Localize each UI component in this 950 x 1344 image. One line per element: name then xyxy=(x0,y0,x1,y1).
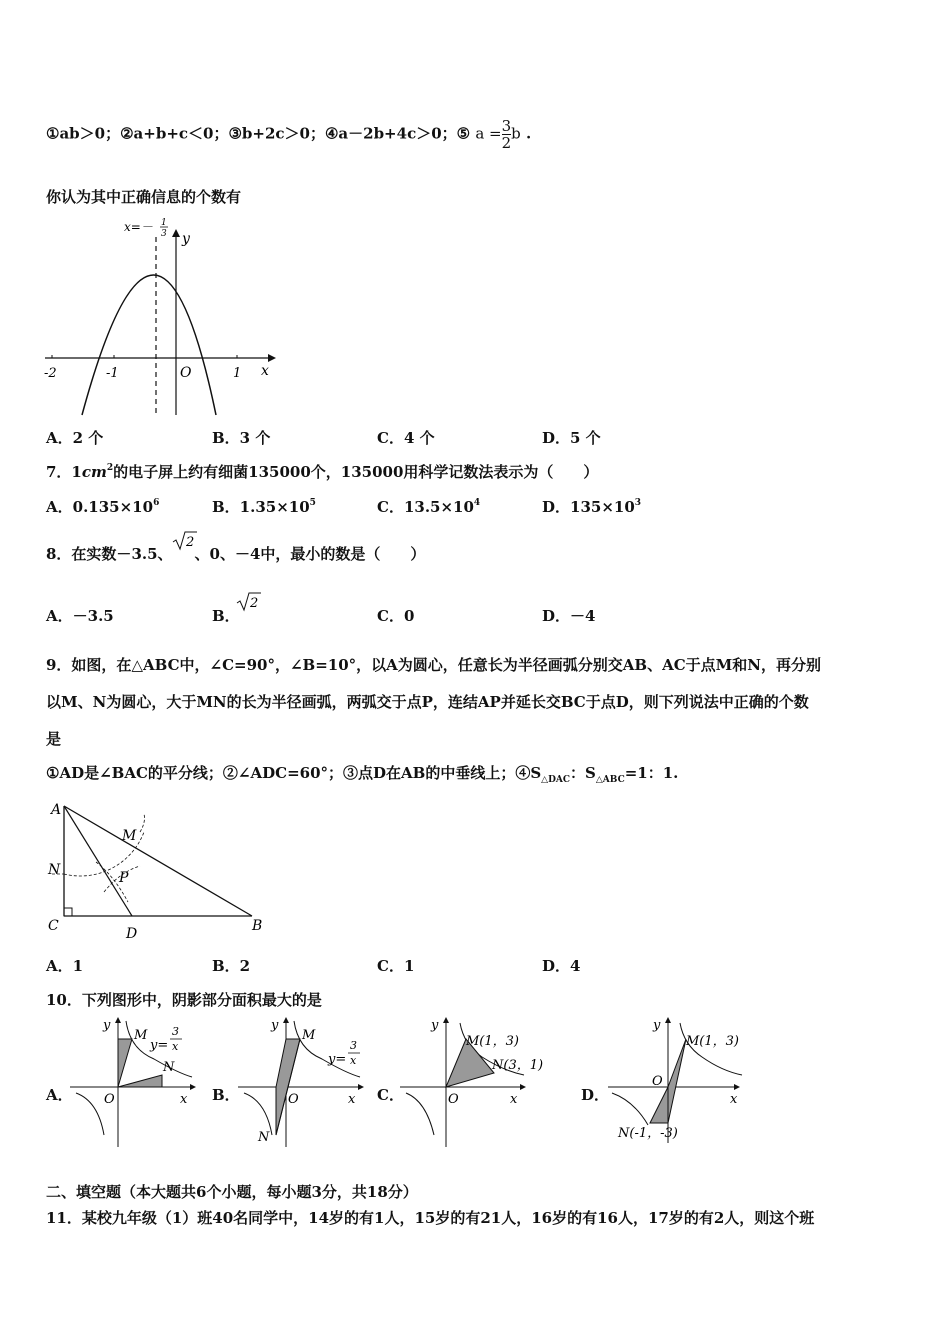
q7-option-c[interactable]: C．$13.5\times 10^4$ xyxy=(377,498,481,516)
point-p-label: P xyxy=(119,870,129,886)
q8-option-a[interactable]: A．－3.5 xyxy=(46,607,114,625)
point-n-label: N xyxy=(48,862,61,878)
q6-option-a[interactable]: A．2 个 xyxy=(46,429,104,447)
section-2-heading: 二、填空题（本大题共6个小题，每小题3分，共18分） xyxy=(46,1183,418,1201)
tick-label: -2 xyxy=(44,366,57,381)
q9-triangle-figure xyxy=(44,792,274,942)
s5-lhs: a = xyxy=(475,124,502,143)
q8-stem: 8．在实数－3.5、 、0、－4中，最小的数是（ ） xyxy=(46,545,426,563)
svg-text:M: M xyxy=(134,1028,148,1043)
sqrt-symbol xyxy=(172,530,198,552)
svg-text:O: O xyxy=(288,1092,299,1107)
q7-stem: 7．$1cm^2$的电子屏上约有细菌135000个，135000用科学记数法表示为（ ） xyxy=(46,463,599,481)
q8-option-b[interactable]: B． xyxy=(212,607,240,625)
point-d-label: D xyxy=(126,926,138,942)
q6-option-d[interactable]: D．5 个 xyxy=(542,429,601,447)
svg-text:x: x xyxy=(180,1092,188,1107)
svg-text:N: N xyxy=(258,1130,270,1145)
q7-option-a[interactable]: A．$0.135\times 10^6$ xyxy=(46,498,160,516)
s5-rhs: b xyxy=(511,124,521,143)
svg-text:y: y xyxy=(103,1018,111,1033)
q9-line1: 9．如图，在△ABC中，∠C=90°，∠B=10°，以A为圆心，任意长为半径画弧分别交AB、AC于点M和N，再分别 xyxy=(46,656,821,674)
vertex-c-label: C xyxy=(48,918,59,934)
svg-text:y=: y= xyxy=(150,1038,169,1053)
svg-text:N(3，1): N(3，1) xyxy=(492,1058,544,1073)
svg-text:x: x xyxy=(510,1092,518,1107)
vertex-a-label: A xyxy=(51,802,62,818)
q6-option-c[interactable]: C．4 个 xyxy=(377,429,435,447)
q6-statements: ①ab＞0；②a+b+c＜0；③b+2c＞0；④a－2b+4c＞0；⑤ a = $\frac{3}{2}$ b . xyxy=(46,117,532,152)
svg-text:x: x xyxy=(348,1092,356,1107)
svg-text:3: 3 xyxy=(172,1025,179,1038)
svg-text:3: 3 xyxy=(161,229,167,239)
q10-graph-b xyxy=(236,1015,366,1150)
svg-text:y: y xyxy=(653,1018,661,1033)
q8-option-c[interactable]: C．0 xyxy=(377,607,415,625)
q8-option-d[interactable]: D．－4 xyxy=(542,607,596,625)
svg-text:O: O xyxy=(448,1092,459,1107)
tick-label: -1 xyxy=(106,366,119,381)
svg-text:M(1，3): M(1，3) xyxy=(686,1034,739,1049)
svg-text:N(-1，-3): N(-1，-3) xyxy=(618,1126,678,1141)
svg-text:M(1，3): M(1，3) xyxy=(466,1034,519,1049)
axis-of-symmetry-label: x=－ xyxy=(124,220,153,234)
svg-text:1: 1 xyxy=(161,218,167,228)
svg-text:N: N xyxy=(163,1060,175,1075)
q6-prompt: 你认为其中正确信息的个数有 xyxy=(46,188,242,206)
q10-graph-d xyxy=(604,1015,754,1150)
svg-text:M: M xyxy=(302,1028,316,1043)
svg-text:x: x xyxy=(730,1092,738,1107)
sqrt-symbol xyxy=(236,591,262,613)
svg-text:O: O xyxy=(104,1092,115,1107)
q9-option-c[interactable]: C．1 xyxy=(377,957,415,975)
q9-option-d[interactable]: D．4 xyxy=(542,957,581,975)
svg-text:y=: y= xyxy=(328,1052,347,1067)
origin-label: O xyxy=(180,365,192,381)
q6-option-b[interactable]: B．3 个 xyxy=(212,429,271,447)
y-axis-label: y xyxy=(182,231,190,247)
q7-option-b[interactable]: B．$1.35\times 10^5$ xyxy=(212,498,316,516)
svg-text:y: y xyxy=(271,1018,279,1033)
q10-option-b[interactable]: B． xyxy=(212,1086,240,1104)
q10-graph-a xyxy=(68,1015,198,1150)
svg-text:3: 3 xyxy=(350,1039,357,1052)
svg-text:2: 2 xyxy=(186,535,195,550)
q9-option-a[interactable]: A．1 xyxy=(46,957,84,975)
vertex-b-label: B xyxy=(252,918,263,934)
q9-option-b[interactable]: B．2 xyxy=(212,957,251,975)
svg-text:O: O xyxy=(652,1074,663,1089)
q10-stem: 10．下列图形中，阴影部分面积最大的是 xyxy=(46,991,322,1009)
svg-text:y: y xyxy=(431,1018,439,1033)
x-axis-label: x xyxy=(261,363,269,379)
q10-graph-c xyxy=(398,1015,558,1150)
svg-text:2: 2 xyxy=(250,596,259,611)
q6-parabola-graph xyxy=(40,215,280,420)
q7-option-d[interactable]: D．$135\times 10^3$ xyxy=(542,498,642,516)
svg-text:x: x xyxy=(172,1040,179,1053)
point-m-label: M xyxy=(122,828,137,844)
q9-claims: ①AD是∠BAC的平分线；②∠ADC=60°；③点D在AB的中垂线上；$④S_{\triangle DAC}$：$S_{\triangle ABC}=1$：1. xyxy=(46,764,679,785)
q9-line2: 以M、N为圆心，大于MN的长为半径画弧，两弧交于点P，连结AP并延长交BC于点D，则下列说法中正确的个数 xyxy=(46,693,809,711)
tick-label: 1 xyxy=(233,366,242,381)
q9-line3: 是 xyxy=(46,730,62,748)
q11-stem: 11．某校九年级（1）班40名同学中，14岁的有1人，15岁的有21人，16岁的有16人，17岁的有2人，则这个班 xyxy=(46,1209,815,1227)
s5-fraction: $\frac{3}{2}$ xyxy=(501,117,512,152)
svg-text:x: x xyxy=(350,1054,357,1067)
q10-option-a[interactable]: A． xyxy=(46,1086,73,1104)
q10-option-d[interactable]: D． xyxy=(581,1086,610,1104)
q10-option-c[interactable]: C． xyxy=(377,1086,404,1104)
